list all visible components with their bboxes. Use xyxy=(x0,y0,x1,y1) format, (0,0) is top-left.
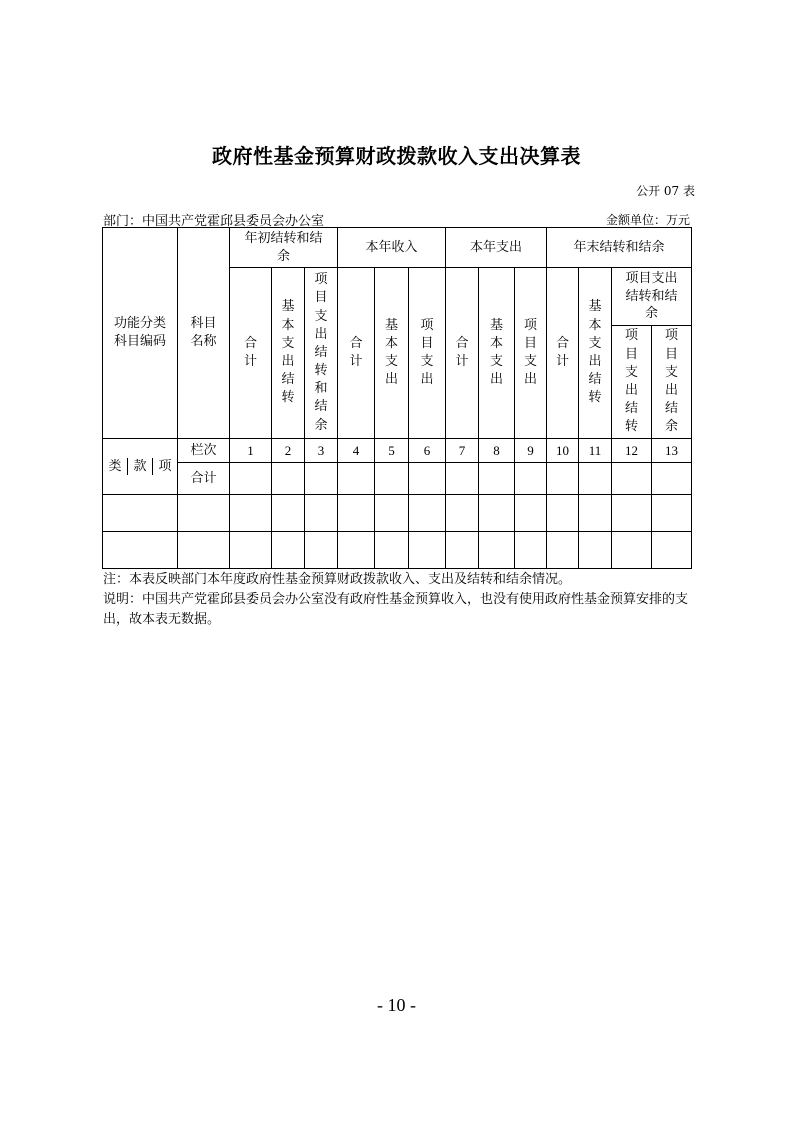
header-expenditure: 本年支出 xyxy=(446,228,547,268)
header-closing-project-balance: 项目支出结余 xyxy=(652,326,692,439)
header-section: 款 xyxy=(127,458,152,476)
header-category: 类 xyxy=(108,458,122,474)
header-closing: 年末结转和结余 xyxy=(547,228,692,268)
col-num-3: 3 xyxy=(305,439,338,463)
col-num-1: 1 xyxy=(230,439,272,463)
col-num-5: 5 xyxy=(375,439,409,463)
col-num-2: 2 xyxy=(272,439,305,463)
form-number: 公开 07 表 xyxy=(636,184,695,198)
table-note: 注：本表反映部门本年度政府性基金预算财政拨款收入、支出及结转和结余情况。 xyxy=(103,572,572,587)
header-subject-name: 科目名称 xyxy=(178,228,230,439)
col-num-11: 11 xyxy=(579,439,612,463)
header-closing-project-carry: 项目支出结转 xyxy=(612,326,652,439)
col-num-4: 4 xyxy=(338,439,375,463)
col-num-8: 8 xyxy=(479,439,515,463)
header-exp-total: 合计 xyxy=(446,268,479,439)
header-closing-basic: 基本支出结转 xyxy=(579,268,612,439)
row-col-label: 栏次 xyxy=(178,439,230,463)
table-explanation: 说明：中国共产党霍邱县委员会办公室没有政府性基金预算收入，也没有使用政府性基金预算安排的支出，故本表无数据。 xyxy=(103,592,689,627)
page-number: - 10 - xyxy=(377,995,416,1015)
header-exp-project: 项目支出 xyxy=(515,268,547,439)
header-opening-total: 合计 xyxy=(230,268,272,439)
header-income-total: 合计 xyxy=(338,268,375,439)
unit-label: 金额单位：万元 xyxy=(605,213,690,227)
header-income: 本年收入 xyxy=(338,228,446,268)
page-title: 政府性基金预算财政拨款收入支出决算表 xyxy=(212,144,581,168)
class-item-header xyxy=(103,439,178,495)
header-item: 项 xyxy=(158,458,172,474)
col-num-12: 12 xyxy=(612,439,652,463)
col-num-10: 10 xyxy=(547,439,579,463)
header-func-class: 功能分类科目编码 xyxy=(103,228,178,439)
budget-table xyxy=(102,227,692,569)
table-row xyxy=(103,463,692,495)
header-opening: 年初结转和结余 xyxy=(230,228,338,268)
col-num-7: 7 xyxy=(446,439,479,463)
total-row-label: 合计 xyxy=(178,463,230,495)
table-row xyxy=(103,495,692,532)
header-opening-project: 项目支出结转和结余 xyxy=(305,268,338,439)
col-num-13: 13 xyxy=(652,439,692,463)
header-exp-basic: 基本支出 xyxy=(479,268,515,439)
header-opening-basic: 基本支出结转 xyxy=(272,268,305,439)
col-num-9: 9 xyxy=(515,439,547,463)
department-label: 部门：中国共产党霍邱县委员会办公室 xyxy=(103,214,325,229)
header-closing-project: 项目支出结转和结余 xyxy=(612,268,692,326)
header-closing-total: 合计 xyxy=(547,268,579,439)
col-num-6: 6 xyxy=(409,439,446,463)
header-income-basic: 基本支出 xyxy=(375,268,409,439)
header-income-project: 项目支出 xyxy=(409,268,446,439)
table-row xyxy=(103,532,692,569)
